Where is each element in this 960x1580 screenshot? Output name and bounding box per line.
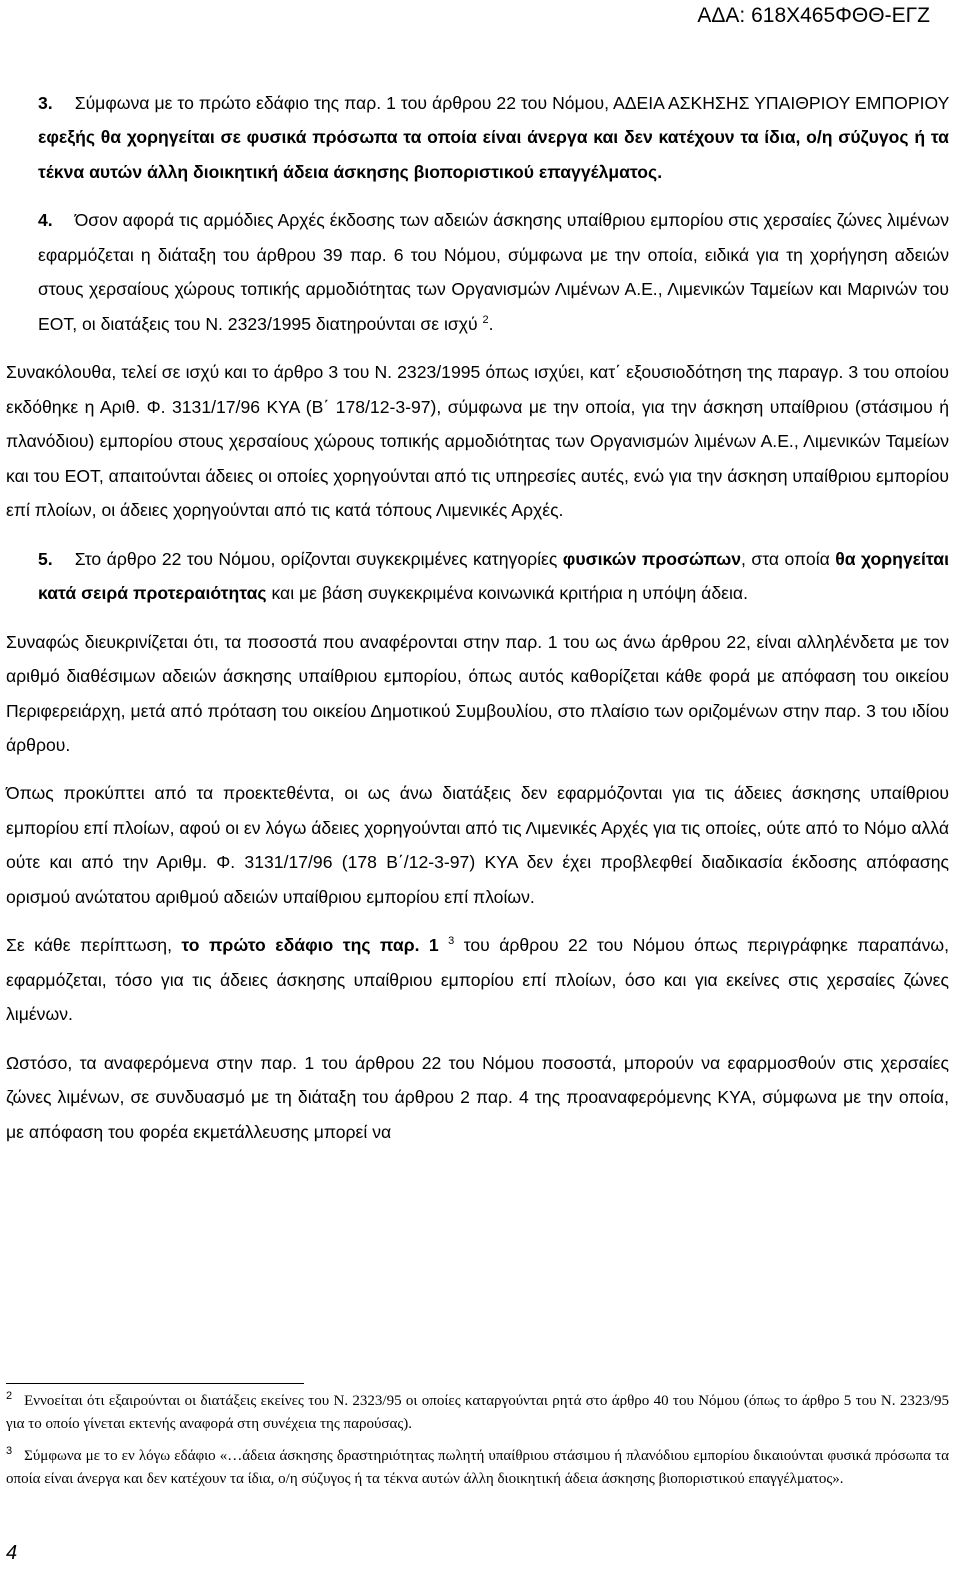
paragraph-4: 4. Όσον αφορά τις αρμόδιες Αρχές έκδοσης των αδειών άσκησης υπαίθριου εμπορίου στις χερσαίες ζώνες λιμένων εφαρμόζεται η διάταξη του άρθρου 39 παρ. 6 του Νόμου, σύμφωνα με την οποία, ειδικά για τη χορήγηση αδειών στους χερσαίους χώρους τοπικής αρμοδιότητας των Οργανισμών Λιμένων Α.Ε., Λιμενικών Ταμείων και Μαρινών του ΕΟΤ, οι διατάξεις του Ν. 2323/1995 διατηρούνται σε ισχύ $^2$. [38,210,949,334]
footnote-separator [6,1383,304,1384]
footnote-2 [6,1390,949,1435]
bold-text: θα χορηγείται κατά σειρά προτεραιότητας [38,548,949,604]
ada-code: ΑΔΑ: 618Χ465ΦΘΘ-ΕΓΖ [697,4,930,27]
paragraph-number: 4. [38,210,53,231]
footnote-ref[interactable]: 2 [482,313,489,326]
footnote-number: 3 [6,1445,13,1457]
footnote-number: 2 [6,1390,13,1402]
bold-text: φυσικών προσώπων [562,548,741,569]
footnotes [6,1390,949,1500]
paragraph-4-continued: Συνακόλουθα, τελεί σε ισχύ και το άρθρο 3 του Ν. 2323/1995 όπως ισχύει, κατ΄ εξουσιοδότηση της παραγρ. 3 του οποίου εκδόθηκε η Αριθ. Φ. 3131/17/96 ΚΥΑ (Β΄ 178/12-3-97), σύμφωνα με την οποία, για την άσκηση υπαίθριου (στάσιμου ή πλανόδιου) εμπορίου στους χερσαίους χώρους τοπικής αρμοδιότητας των Οργανισμών λιμένων Α.Ε., Λιμενικών Ταμείων και του ΕΟΤ, απαιτούνται άδειες οι οποίες χορηγούνται από τις υπηρεσίες αυτές, ενώ για την άσκηση υπαίθριου εμπορίου επί πλοίων, οι άδειες χορηγούνται από τις κατά τόπους Λιμενικές Αρχές. [6,362,949,521]
page-number: 4 [6,1542,18,1564]
paragraph-text: Σύμφωνα με το πρώτο εδάφιο της παρ. 1 του άρθρου 22 του Νόμου, ΑΔΕΙΑ ΑΣΚΗΣΗΣ ΥΠΑΙΘΡΙΟΥ ΕΜΠΟΡΙΟΥ [74,93,949,113]
paragraph-5: 5. Στο άρθρο 22 του Νόμου, ορίζονται συγκεκριμένες κατηγορίες φυσικών προσώπων, στα οποία θα χορηγείται κατά σειρά προτεραιότητας και με βάση συγκεκριμένα κοινωνικά κριτήρια η υπόψη άδεια. [38,548,949,604]
footnote-text: Σύμφωνα με το εν λόγω εδάφιο «…άδεια άσκησης δραστηριότητας πωλητή υπαίθριου στάσιμου ή πλανόδιου εμπορίου δικαιούνται φυσικά πρόσωπα τα οποία είναι άνεργα και δεν κατέχουν τα ίδια, ο/η σύζυγος ή τα τέκνα αυτών άλλη διοικητική άδεια άσκησης βιοποριστικού επαγγέλματος». [6,1448,949,1487]
bold-text: εφεξής θα χορηγείται σε φυσικά πρόσωπα τα οποία είναι άνεργα και δεν κατέχουν τα ίδια, ο/η σύζυγος ή τα τέκνα αυτών άλλη διοικητική άδεια άσκησης βιοποριστικού επαγγέλματος. [38,127,949,182]
footnote-text: Εννοείται ότι εξαιρούνται οι διατάξεις εκείνες του Ν. 2323/95 οι οποίες καταργούνται ρητά στο άρθρο 40 του Νόμου (όπως το άρθρο 5 του Ν. 2323/95 για το οποίο γίνεται εκτενής αναφορά στη συνέχεια της παρούσας). [6,1393,949,1432]
paragraph-number: 3. [38,93,53,113]
paragraph-5-any-case: Σε κάθε περίπτωση, το πρώτο εδάφιο της παρ. 1 $^3$ του άρθρου 22 του Νόμου όπως περιγράφηκε παραπάνω, εφαρμόζεται, τόσο για τις άδειες άσκησης υπαίθριου εμπορίου επί πλοίων, όσο και για εκείνες στις χερσαίες ζώνες λιμένων. [6,935,950,1025]
paragraph-text: Όσον αφορά τις αρμόδιες Αρχές έκδοσης των αδειών άσκησης υπαίθριου εμπορίου στις χερσαίες ζώνες λιμένων εφαρμόζεται η διάταξη του άρθρου 39 παρ. 6 του Νόμου, σύμφωνα με την οποία, ειδικά για τη χορήγηση αδειών στους χερσαίους χώρους τοπικής αρμοδιότητας των Οργανισμών Λιμένων Α.Ε., Λιμενικών Ταμείων και Μαρινών του ΕΟΤ, οι διατάξεις του Ν. 2323/1995 διατηρούνται σε ισχύ [38,210,949,334]
document-body [6,86,949,1149]
paragraph-number: 5. [38,548,53,569]
bold-text: το πρώτο εδάφιο της παρ. 1 [181,935,439,956]
paragraph-5-however: Ωστόσο, τα αναφερόμενα στην παρ. 1 του άρθρου 22 του Νόμου ποσοστά, μπορούν να εφαρμοσθούν στις χερσαίες ζώνες λιμένων, σε συνδυασμό με τη διάταξη του άρθρου 2 παρ. 4 της προαναφερόμενης ΚΥΑ, σύμφωνα με την οποία, με απόφαση του φορέα εκμετάλλευσης μπορεί να [6,1052,949,1142]
footnote-ref[interactable]: 3 [448,935,455,948]
footnote-3 [6,1445,949,1490]
paragraph-5-clarification: Συναφώς διευκρινίζεται ότι, τα ποσοστά που αναφέρονται στην παρ. 1 του ως άνω άρθρου 22, είναι αλληλένδετα με τον αριθμό διαθέσιμων αδειών άσκησης υπαίθριου εμπορίου, όπως αυτός καθορίζεται κάθε φορά με απόφαση του οικείου Περιφερειάρχη, μετά από πρόταση του οικείου Δημοτικού Συμβουλίου, στο πλαίσιο των οριζομένων στην παρ. 3 του ιδίου άρθρου. [6,631,949,755]
paragraph-3 [6,86,949,189]
paragraph-5-ships: Όπως προκύπτει από τα προεκτεθέντα, οι ως άνω διατάξεις δεν εφαρμόζονται για τις άδειες άσκησης υπαίθριου εμπορίου επί πλοίων, αφού οι εν λόγω άδειες χορηγούνται από τις Λιμενικές Αρχές για τις οποίες, ούτε από το Νόμο αλλά ούτε και από την Αριθμ. Φ. 3131/17/96 (178 Β΄/12-3-97) ΚΥΑ δεν έχει προβλεφθεί διαδικασία έκδοσης απόφασης ορισμού ανώτατου αριθμού αδειών υπαίθριου εμπορίου επί πλοίων. [6,783,949,907]
